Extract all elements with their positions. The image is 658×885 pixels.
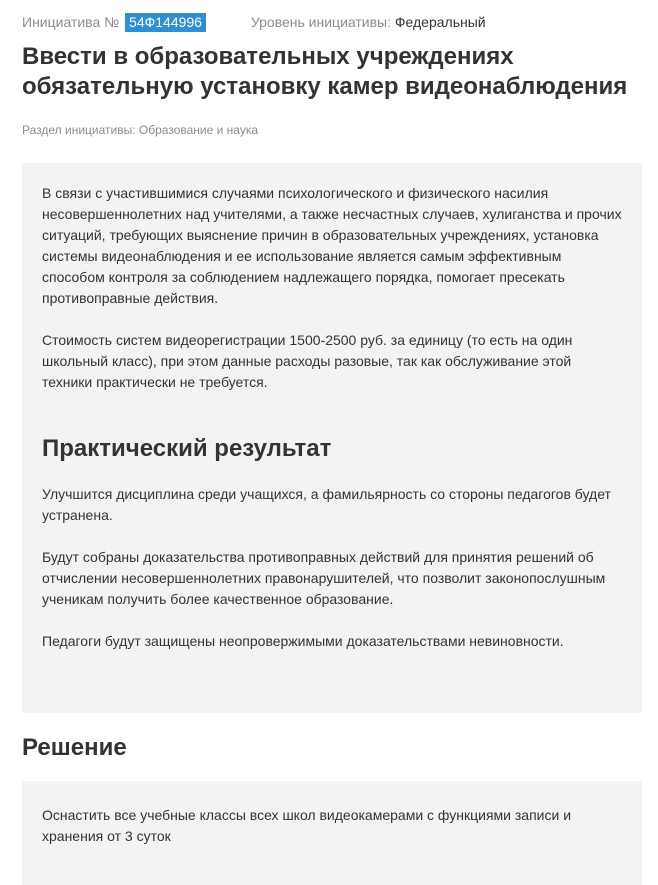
initiative-number-badge: 54Ф144996 (125, 13, 206, 32)
initiative-meta (22, 12, 486, 32)
initiative-level-label: Уровень инициативы: (250, 14, 391, 30)
practical-result-paragraph: Педагоги будут защищены неопровержимыми доказательствами невиновности. (42, 633, 564, 649)
description-paragraph: В связи с участившимися случаями психологического и физического насилия несовершеннолетних над учителями, а также несчастных случаев, хулиганства и прочих ситуаций, требующих выяснение причин в образовательных учреждениях, установка системы видеонаблюдения и ее использование является самым эффективным способом контроля за соблюдением надлежащего порядка, помогает пресекать противоправные действия. (42, 185, 622, 306)
initiative-level-value: Федеральный (394, 14, 486, 30)
initiative-section (22, 122, 258, 138)
section-value: Образование и наука (138, 123, 259, 137)
description-paragraph: Стоимость систем видеорегистрации 1500-2500 руб. за единицу (то есть на один школьный класс), при этом данные расходы разовые, так как обслуживание этой техники практически не требуется. (42, 332, 573, 390)
initiative-number-label: Инициатива № (22, 14, 120, 30)
decision-card (22, 781, 642, 885)
section-label: Раздел инициативы: (22, 123, 136, 137)
practical-result-paragraph: Будут собраны доказательства противоправных действий для принятия решений об отчислении несовершеннолетних правонарушителей, что позволит законопослушным ученикам получить более качественное образование. (42, 549, 606, 607)
practical-result-heading: Практический результат (42, 435, 332, 462)
decision-text: Оснастить все учебные классы всех школ видеокамерами с функциями записи и хранения от 3 суток (42, 807, 572, 844)
page-title: Ввести в образовательных учреждениях обязательную установку камер видеонаблюдения (22, 43, 628, 100)
decision-heading: Решение (22, 734, 127, 761)
practical-result-paragraph: Улучшится дисциплина среди учащихся, а фамильярность со стороны педагогов будет устранена. (42, 486, 611, 523)
initiative-description-card (22, 163, 642, 713)
